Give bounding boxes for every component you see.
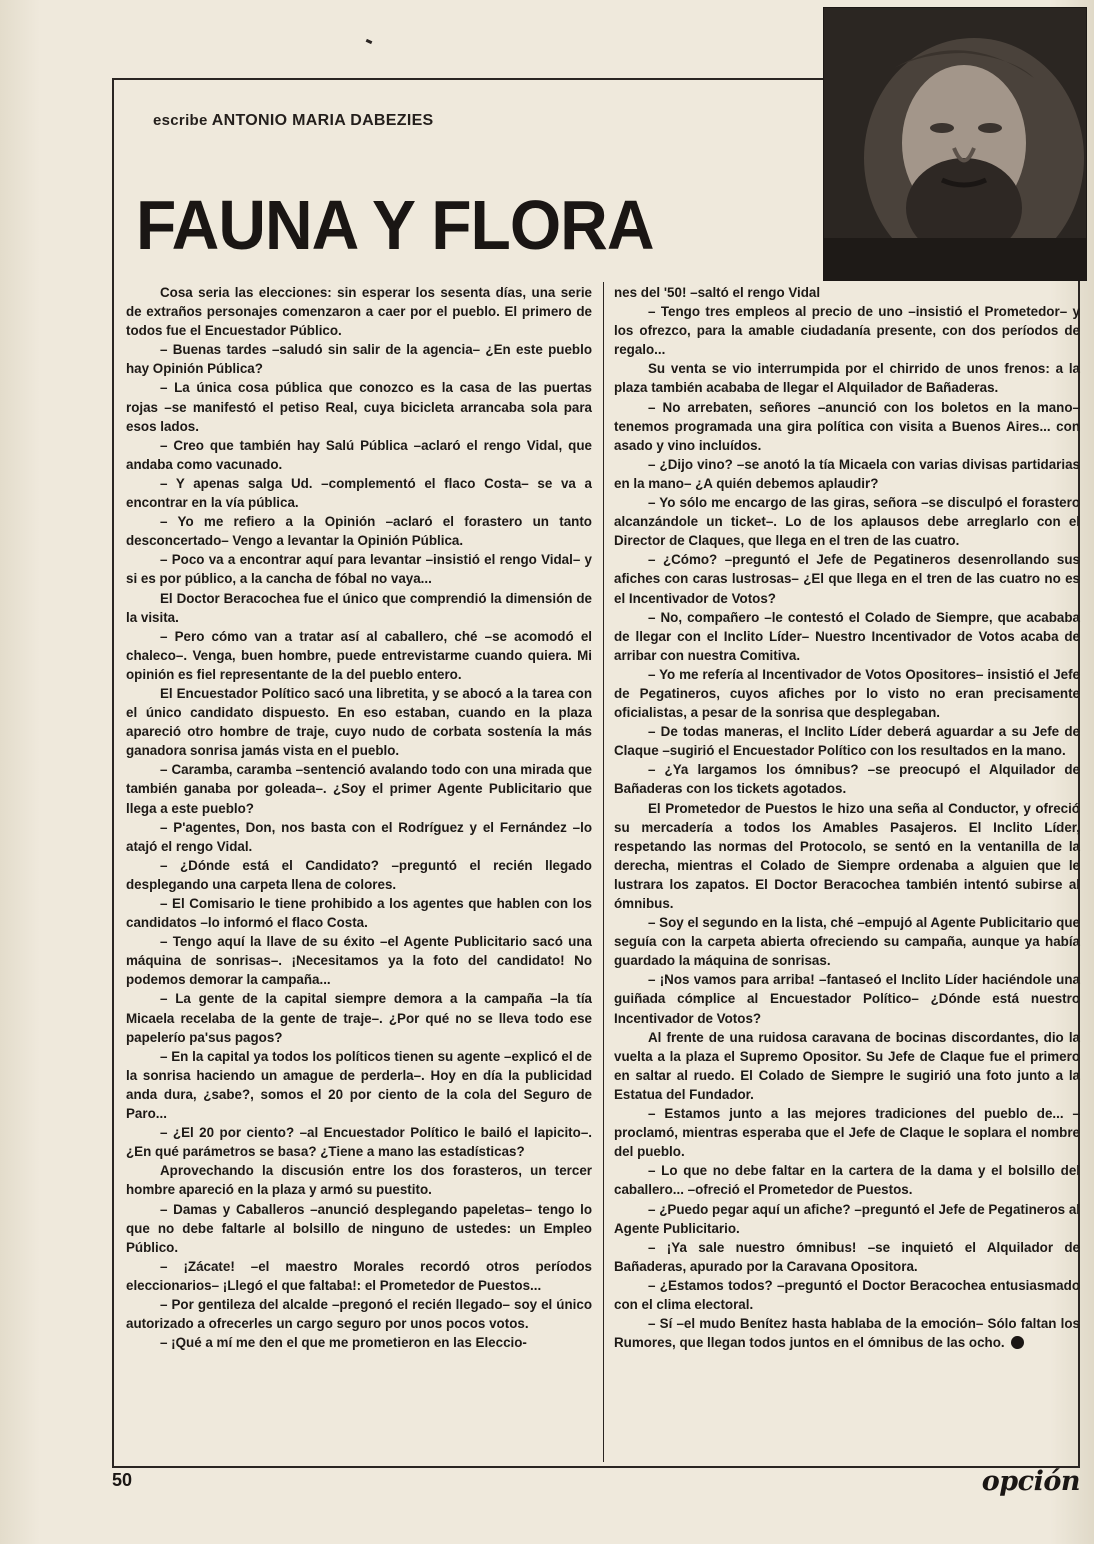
paragraph: – Tengo tres empleos al precio de uno –insistió el Prometedor– y los ofrezco, para la amable ciudadanía presente, con dos períodos de regalo... (614, 304, 1080, 358)
paragraph: Al frente de una ruidosa caravana de bocinas discordantes, dio la vuelta a la plaza el Supremo Opositor. Su Jefe de Claque fue el primero en saltar al ruedo. El Colado de Siempre le sugirió una foto junto a la Estatua del Fundador. (614, 1029, 1080, 1102)
end-mark (1011, 1336, 1024, 1349)
author-portrait-photo (823, 7, 1087, 281)
paragraph: – Lo que no debe faltar en la cartera de la dama y el bolsillo del caballero... –ofreció el Prometedor de Puestos. (614, 1163, 1080, 1198)
paragraph: Su venta se vio interrumpida por el chirrido de unos frenos: a la plaza también acababa de llegar el Alquilador de Bañaderas. (614, 361, 1080, 396)
article-column-right (614, 283, 1080, 1352)
paragraph: El Doctor Beracochea fue el único que comprendió la dimensión de la visita. (126, 590, 592, 625)
paragraph: – ¿Cómo? –preguntó el Jefe de Pegatineros desenrollando sus afiches con caras lustrosas– ¿El que llega en el tren de las cuatro no es el Incentivador de Votos? (614, 552, 1080, 606)
paragraph: – ¡Zácate! –el maestro Morales recordó otros períodos eleccionarios– ¡Llegó el que faltaba!: el Prometedor de Puestos... (126, 1258, 592, 1293)
paragraph: – ¿El 20 por ciento? –al Encuestador Político le bailó el lapicito–. ¿En qué parámetros se basa? ¿Tiene a mano las estadísticas? (126, 1125, 592, 1160)
paragraph: – ¿Puedo pegar aquí un afiche? –preguntó el Jefe de Pegatineros al Agente Publicitario. (614, 1201, 1080, 1236)
paragraph: – Yo me refería al Incentivador de Votos Opositores– insistió el Jefe de Pegatineros, cuyos afiches por lo visto no eran precisamente oficialistas, a pesar de la sonrisa que desplegaban. (614, 666, 1080, 721)
paragraph: – Damas y Caballeros –anunció desplegando papeletas– tengo lo que no debe faltarle al bolsillo de ninguno de ustedes: un Empleo Público. (126, 1201, 592, 1255)
byline (153, 112, 434, 130)
article-title: FAUNA Y FLORA (136, 186, 654, 264)
paragraph: – Yo me refiero a la Opinión –aclaró el forastero un tanto desconcertado– Vengo a levantar la Opinión Pública. (126, 514, 592, 549)
column-divider (603, 282, 604, 1462)
byline-prefix: escribe (153, 112, 208, 129)
paragraph: – ¿Dijo vino? –se anotó la tía Micaela con varias divisas partidarias en la mano– ¿A quién debemos aplaudir? (614, 456, 1080, 491)
paragraph: – De todas maneras, el Inclito Líder deberá aguardar a su Jefe de Claque –sugirió el Encuestador Político con los resultados en la mano. (614, 724, 1080, 759)
paragraph: – Estamos junto a las mejores tradiciones del pueblo de... –proclamó, mientras esperaba que el Jefe de Claque le soplara el nombre del pueblo. (614, 1106, 1080, 1160)
paragraph: – Pero cómo van a tratar así al caballero, ché –se acomodó el chaleco–. Venga, buen hombre, puede entrevistarme cuando quiera. Mi opinión es fiel representante de la del pueblo entero. (126, 628, 592, 682)
paragraph: – Poco va a encontrar aquí para levantar –insistió el rengo Vidal– y si es por público, a la cancha de fóbal no vaya... (126, 552, 592, 587)
paragraph: – Tengo aquí la llave de su éxito –el Agente Publicitario sacó una máquina de sonrisas–. ¡Necesitamos ya la foto del candidato! No podemos demorar la campaña... (126, 934, 592, 988)
paragraph: – ¡Ya sale nuestro ómnibus! –se inquietó el Alquilador de Bañaderas, apurado por la Caravana Opositora. (614, 1239, 1080, 1274)
paragraph: – Por gentileza del alcalde –pregonó el recién llegado– soy el único autorizado a ofrecerles un cargo seguro por unos pocos votos. (126, 1296, 592, 1332)
paragraph: Cosa seria las elecciones: sin esperar los sesenta días, una serie de extraños personajes comenzaron a caer por el pueblo. El primero de todos fue el Encuestador Público. (126, 285, 592, 339)
paragraph: – Creo que también hay Salú Pública –aclaró el rengo Vidal, que andaba como vacunado. (126, 437, 592, 472)
paragraph: – La gente de la capital siempre demora a la campaña –la tía Micaela recelaba de la gente de traje–. ¿Por qué no se lleva todo ese papelerío pa'sus pagos? (126, 991, 592, 1045)
paragraph: – No, compañero –le contestó el Colado de Siempre, que acababa de llegar con el Inclito Líder– Nuestro Incentivador de Votos acaba de arribar con nuestra Comitiva. (614, 609, 1080, 663)
byline-author: ANTONIO MARIA DABEZIES (211, 112, 434, 129)
paragraph: – ¿Dónde está el Candidato? –preguntó el recién llegado desplegando una carpeta llena de colores. (126, 857, 592, 892)
paragraph: – La única cosa pública que conozco es la casa de las puertas rojas –se manifestó el petiso Real, cuya bicicleta arrancaba sola para esos lados. (126, 380, 592, 434)
paragraph: – El Comisario le tiene prohibido a los agentes que hablen con los candidatos –lo informó el flaco Costa. (126, 896, 592, 931)
paragraph: El Prometedor de Puestos le hizo una seña al Conductor, y ofreció su mercadería a todos los Amables Pasajeros. El Inclito Líder, respetando las normas del Protocolo, se sentó en la ventanilla de la derecha, mientras el Colado de Siempre ordenaba a alguien que le lustrara los zapatos. El Doctor Beracochea también intentó subirse al ómnibus. (614, 800, 1080, 911)
paragraph: – Caramba, caramba –sentenció avalando todo con una mirada que también ganaba por goleada–. ¿Soy el primer Agente Publicitario que llega a este pueblo? (126, 762, 592, 816)
paragraph: – ¡Nos vamos para arriba! –fantaseó el Inclito Líder haciéndole una guiñada cómplice al Encuestador Político– ¿Dónde está nuestro Incentivador de Votos? (614, 972, 1080, 1026)
paragraph-continuation: nes del '50! –saltó el rengo Vidal (614, 285, 821, 300)
page-number: 50 (112, 1470, 133, 1490)
paragraph: – ¡Qué a mí me den el que me prometieron en las Eleccio- (160, 1335, 527, 1351)
paragraph: – Yo sólo me encargo de las giras, señora –se disculpó el forastero alcanzándole un ticket–. Lo de los aplausos debe arreglarlo con el Director de Claques, que llega en el tren de las cuatro. (614, 495, 1080, 549)
paragraph: Aprovechando la discusión entre los dos forasteros, un tercer hombre apareció en la plaza y armó su puestito. (126, 1163, 592, 1198)
paragraph: – Sí –el mudo Benítez hasta hablaba de la emoción– Sólo faltan los Rumores, que llegan todos juntos en el ómnibus de las ocho. (614, 1316, 1080, 1351)
magazine-brand: opción (981, 1466, 1080, 1497)
paragraph: – Buenas tardes –saludó sin salir de la agencia– ¿En este pueblo hay Opinión Pública? (126, 342, 592, 377)
article-column-left (126, 283, 592, 1352)
paragraph: El Encuestador Político sacó una libretita, y se abocó a la tarea con el único candidato dispuesto. En eso estaban, cuando en la plaza apareció otro hombre de traje, cuyo nudo de corbata sostenía la más ganadora sonrisa jamás vista en el pueblo. (126, 685, 592, 759)
paragraph: – Y apenas salga Ud. –complementó el flaco Costa– se va a encontrar en la vía pública. (126, 475, 592, 511)
paragraph: – P'agentes, Don, nos basta con el Rodríguez y el Fernández –lo atajó el rengo Vidal. (126, 819, 592, 854)
paragraph: – No arrebaten, señores –anunció con los boletos en la mano– tenemos programada una gira política con visita a Buenos Aires... con asado y vino incluídos. (614, 399, 1080, 453)
paragraph: – ¿Estamos todos? –preguntó el Doctor Beracochea entusiasmado con el clima electoral. (614, 1277, 1080, 1312)
portrait-icon (824, 8, 1086, 280)
paragraph: – ¿Ya largamos los ómnibus? –se preocupó el Alquilador de Bañaderas con los tickets agotados. (614, 762, 1080, 797)
paragraph: – En la capital ya todos los políticos tienen su agente –explicó el de la sonrisa haciendo un amague de perderla–. Hoy en día la publicidad anda dura, ¿sabe?, somos el 20 por ciento de la cola del Seguro de Paro... (126, 1048, 592, 1122)
paragraph: – Soy el segundo en la lista, ché –empujó al Agente Publicitario que seguía con la carpeta abierta ofreciendo su campaña, aunque ya había guardado la máquina de sonrisas. (614, 915, 1080, 969)
